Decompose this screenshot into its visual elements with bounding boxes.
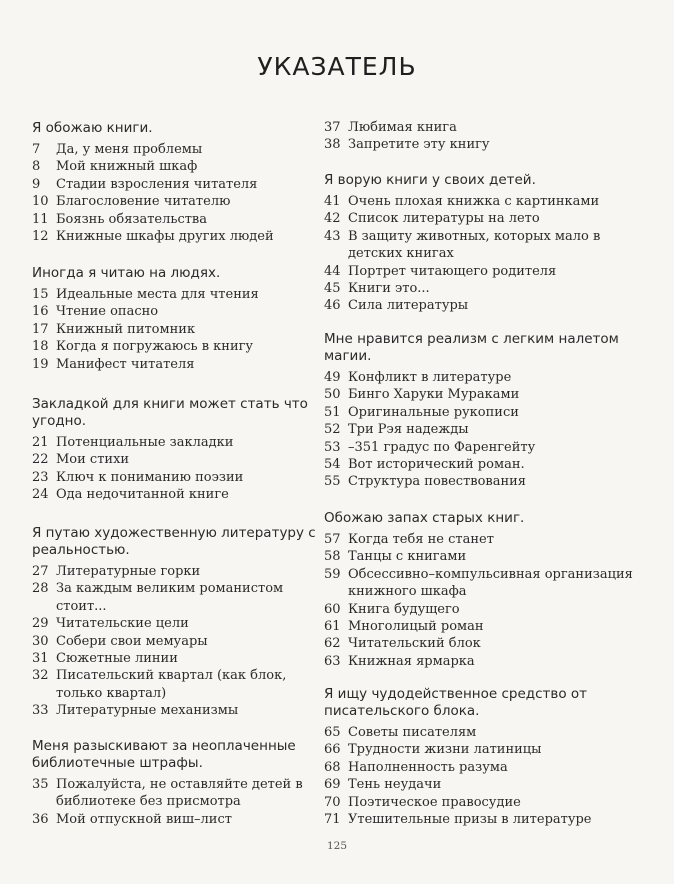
index-entry [324, 531, 654, 548]
entry-page-number: 19 [32, 356, 49, 372]
section-heading: Иногда я читаю на людях. [32, 265, 221, 281]
index-entry [324, 280, 654, 297]
entry-page-number: 65 [324, 725, 341, 740]
entry-title: Книга будущего [348, 601, 460, 617]
index-entry [324, 456, 654, 473]
entry-title: В защиту животных, которых мало в детских книгах [348, 228, 601, 262]
entry-page-number: 11 [32, 211, 49, 227]
index-entry [324, 759, 654, 776]
index-entry [324, 653, 654, 670]
entry-title: Писательский квартал (как блок, только квартал) [56, 668, 287, 701]
entry-page-number: 46 [324, 298, 341, 314]
index-entry [324, 369, 654, 386]
entry-title: Книжный питомник [56, 321, 196, 337]
index-section [32, 120, 322, 245]
index-entry [32, 667, 322, 702]
entry-title: Трудности жизни латиницы [348, 742, 542, 758]
entry-page-number: 63 [324, 653, 341, 669]
entry-title: Когда тебя не станет [348, 532, 494, 547]
index-entry [324, 136, 654, 153]
index-entry [32, 486, 322, 503]
index-entry [32, 303, 322, 320]
section-heading: Я ворую книги у своих детей. [324, 172, 536, 188]
section-heading: Я обожаю книги. [32, 120, 153, 136]
entry-page-number: 16 [32, 304, 49, 320]
index-entry [32, 228, 322, 245]
entry-title: Идеальные места для чтения [56, 287, 259, 302]
entry-page-number: 29 [32, 616, 49, 632]
entry-title: Танцы с книгами [348, 549, 467, 565]
index-entry [32, 434, 322, 451]
entry-title: Мой отпускной виш–лист [56, 811, 232, 827]
entry-title: Сюжетные линии [56, 651, 178, 667]
entry-page-number: 44 [324, 263, 341, 279]
entry-page-number: 21 [32, 435, 49, 450]
entry-title: Когда я погружаюсь в книгу [56, 339, 254, 355]
entry-title: Поэтическое правосудие [348, 794, 521, 810]
entry-title: Да, у меня проблемы [56, 142, 203, 157]
entry-title: Запретите эту книгу [348, 137, 490, 153]
entry-page-number: 53 [324, 439, 341, 455]
entry-title: Книжные шкафы других людей [56, 229, 274, 245]
entry-page-number: 61 [324, 619, 341, 635]
index-section [32, 525, 322, 720]
entry-page-number: 57 [324, 532, 341, 547]
entry-page-number: 9 [32, 176, 41, 192]
entry-page-number: 66 [324, 742, 341, 758]
entry-title: –351 градус по Фаренгейту [348, 439, 536, 455]
entry-page-number: 28 [32, 581, 49, 597]
entry-page-number: 7 [32, 142, 41, 157]
entry-title: Оригинальные рукописи [348, 404, 519, 420]
index-entry [32, 580, 322, 615]
index-entry [324, 263, 654, 280]
entry-page-number: 69 [324, 777, 341, 793]
index-entry [32, 563, 322, 580]
index-entry [324, 601, 654, 618]
index-entry [32, 158, 322, 175]
index-section [32, 396, 322, 504]
entry-title: Три Рэя надежды [348, 422, 469, 438]
entry-page-number: 33 [32, 703, 49, 719]
index-entry [324, 386, 654, 403]
entry-title: Сила литературы [348, 298, 469, 314]
index-entry [32, 702, 322, 719]
index-entry [324, 618, 654, 635]
entry-page-number: 24 [32, 487, 49, 503]
entry-page-number: 30 [32, 633, 49, 649]
index-section [324, 172, 654, 315]
entry-title: Обсессивно–компульсивная организация книжного шкафа [348, 566, 633, 600]
section-heading: Я ищу чудодейственное средство от писательского блока. [324, 686, 588, 719]
entry-title: Стадии взросления читателя [56, 176, 258, 192]
index-entry [324, 566, 654, 601]
entry-page-number: 31 [32, 651, 49, 667]
entry-title: Читательский блок [348, 636, 481, 652]
index-entry [324, 548, 654, 565]
entry-page-number: 15 [32, 287, 49, 302]
index-entry [324, 794, 654, 811]
entry-page-number: 54 [324, 457, 341, 473]
entry-title: Конфликт в литературе [348, 370, 512, 385]
entry-page-number: 23 [32, 469, 49, 485]
entry-page-number: 12 [32, 229, 49, 245]
entry-page-number: 35 [32, 777, 49, 792]
index-entry [324, 473, 654, 490]
index-entry [32, 650, 322, 667]
entry-title: Благословение читателю [56, 194, 231, 210]
entry-title: Многолицый роман [348, 619, 484, 635]
entry-page-number: 45 [324, 281, 341, 297]
entry-page-number: 22 [32, 452, 49, 468]
index-section [32, 265, 322, 373]
index-entry [324, 297, 654, 314]
index-entry [32, 776, 322, 811]
index-entry [32, 286, 322, 303]
entry-page-number: 17 [32, 321, 49, 337]
index-entry [324, 404, 654, 421]
index-section [324, 331, 654, 491]
entry-page-number: 38 [324, 137, 341, 153]
entry-page-number: 41 [324, 194, 341, 209]
entry-title: Портрет читающего родителя [348, 263, 557, 279]
entry-title: Ода недочитанной книге [56, 487, 229, 503]
index-section [324, 119, 654, 154]
index-entry [32, 356, 322, 373]
index-entry [32, 211, 322, 228]
entry-title: Книжная ярмарка [348, 653, 475, 669]
entry-title: Утешительные призы в литературе [348, 812, 592, 828]
entry-title: Советы писателям [348, 725, 477, 740]
entry-title: Ключ к пониманию поэзии [56, 469, 244, 485]
section-heading: Закладкой для книги может стать что угодно. [32, 396, 308, 429]
index-entry [32, 321, 322, 338]
entry-page-number: 60 [324, 601, 341, 617]
entry-page-number: 42 [324, 211, 341, 227]
page-number: 125 [326, 840, 348, 852]
entry-page-number: 52 [324, 422, 341, 438]
entry-title: Бинго Харуки Мураками [348, 387, 520, 403]
index-section [32, 738, 322, 828]
index-entry [324, 811, 654, 828]
entry-page-number: 10 [32, 194, 49, 210]
section-heading: Обожаю запах старых книг. [324, 510, 525, 526]
entry-title: Мои стихи [56, 452, 130, 468]
index-entry [324, 724, 654, 741]
entry-title: Пожалуйста, не оставляйте детей в библиотеке без присмотра [56, 777, 303, 810]
entry-title: Тень неудачи [348, 777, 442, 793]
entry-title: Любимая книга [348, 120, 457, 135]
entry-title: Наполненность разума [348, 759, 508, 775]
page-title: УКАЗАТЕЛЬ [257, 52, 417, 81]
index-entry [32, 469, 322, 486]
index-entry [32, 811, 322, 828]
entry-title: Список литературы на лето [348, 211, 540, 227]
index-section [324, 510, 654, 670]
entry-page-number: 71 [324, 812, 341, 828]
entry-title: За каждым великим романистом стоит... [56, 581, 284, 614]
index-entry [324, 228, 654, 263]
entry-title: Вот исторический роман. [348, 457, 525, 473]
entry-title: Книги это... [348, 281, 430, 297]
index-entry [32, 141, 322, 158]
index-entry [324, 439, 654, 456]
entry-title: Манифест читателя [56, 356, 195, 372]
index-entry [32, 451, 322, 468]
index-entry [32, 615, 322, 632]
index-entry [324, 741, 654, 758]
entry-title: Структура повествования [348, 474, 527, 490]
entry-page-number: 50 [324, 387, 341, 403]
entry-page-number: 18 [32, 339, 49, 355]
entry-page-number: 27 [32, 564, 49, 579]
index-entry [32, 193, 322, 210]
entry-page-number: 59 [324, 566, 341, 582]
entry-title: Литературные механизмы [56, 703, 239, 719]
entry-page-number: 43 [324, 228, 341, 244]
index-entry [324, 776, 654, 793]
entry-title: Чтение опасно [56, 304, 159, 320]
entry-title: Собери свои мемуары [56, 633, 208, 649]
entry-title: Литературные горки [56, 564, 201, 579]
entry-page-number: 37 [324, 120, 341, 135]
entry-page-number: 36 [32, 811, 49, 827]
index-entry [324, 635, 654, 652]
index-entry [32, 338, 322, 355]
entry-page-number: 51 [324, 404, 341, 420]
index-entry [324, 119, 654, 136]
entry-page-number: 70 [324, 794, 341, 810]
entry-page-number: 62 [324, 636, 341, 652]
entry-page-number: 8 [32, 159, 41, 175]
index-entry [324, 193, 654, 210]
index-section [324, 686, 654, 828]
entry-page-number: 32 [32, 668, 49, 684]
entry-page-number: 68 [324, 759, 341, 775]
section-heading: Меня разыскивают за неоплаченные библиотечные штрафы. [32, 738, 296, 771]
index-entry [32, 176, 322, 193]
entry-title: Боязнь обязательства [56, 211, 208, 227]
entry-page-number: 49 [324, 370, 341, 385]
section-heading: Я путаю художественную литературу с реальностью. [32, 525, 316, 558]
entry-page-number: 55 [324, 474, 341, 490]
section-heading: Мне нравится реализм с легким налетом магии. [324, 331, 619, 364]
entry-title: Очень плохая книжка с картинками [348, 194, 600, 209]
entry-title: Потенциальные закладки [56, 435, 234, 450]
index-entry [32, 633, 322, 650]
entry-title: Мой книжный шкаф [56, 159, 198, 175]
entry-page-number: 58 [324, 549, 341, 565]
index-entry [324, 421, 654, 438]
entry-title: Читательские цели [56, 616, 189, 632]
index-entry [324, 210, 654, 227]
